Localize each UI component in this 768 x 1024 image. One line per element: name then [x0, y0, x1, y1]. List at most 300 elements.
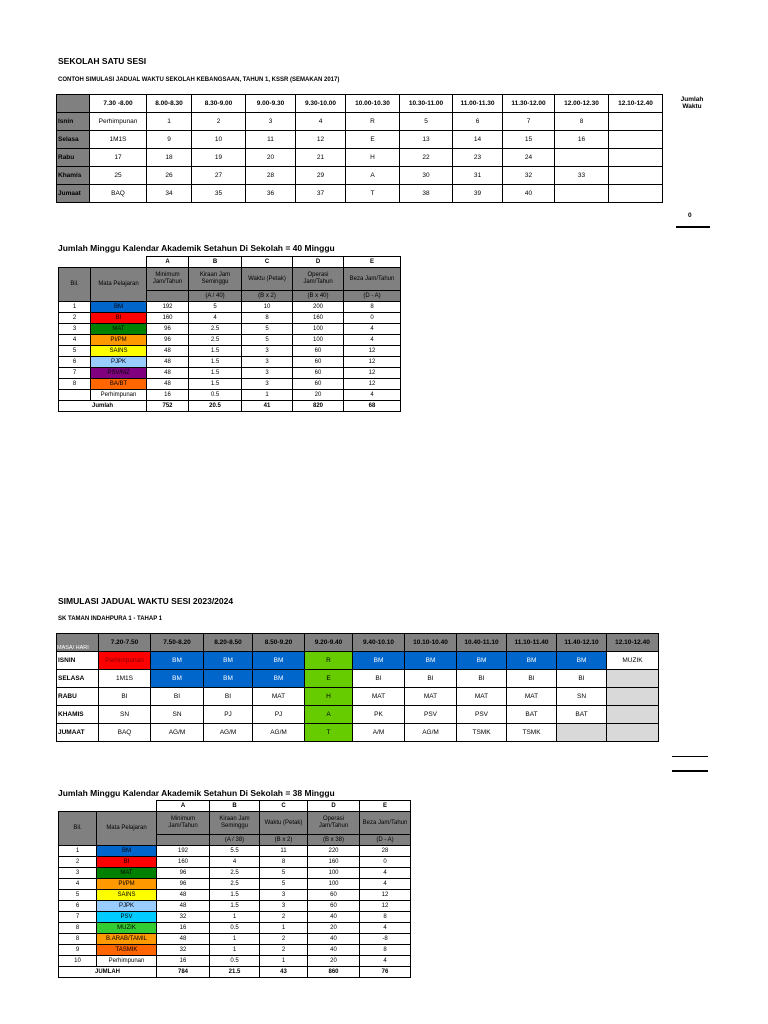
period-cell: 34: [147, 185, 192, 203]
time-header: 9.40-10.10: [353, 634, 405, 652]
section4-title: Jumlah Minggu Kalendar Akademik Setahun Di Sekolah = 38 Minggu: [58, 788, 335, 798]
period-cell: BAT: [557, 706, 607, 724]
total-value: 20.5: [189, 401, 242, 412]
value-cell: 5: [260, 879, 308, 890]
value-cell: 60: [293, 357, 344, 368]
period-cell: [555, 185, 609, 203]
table-row: [59, 857, 411, 868]
table-row: [59, 379, 401, 390]
timetable-2023: [56, 633, 659, 742]
value-cell: 96: [157, 868, 210, 879]
value-cell: 48: [147, 346, 189, 357]
column-header: Mata Pelajaran: [91, 268, 147, 302]
time-header: 10.10-10.40: [405, 634, 457, 652]
value-cell: 60: [308, 901, 360, 912]
value-cell: 3: [242, 346, 293, 357]
value-cell: 4: [344, 335, 401, 346]
value-cell: 16: [157, 956, 210, 967]
rule-1: [672, 756, 708, 757]
section3-subtitle: SK TAMAN INDAHPURA 1 - TAHAP 1: [58, 616, 163, 622]
value-cell: 5: [189, 302, 242, 313]
value-cell: 0.5: [210, 956, 260, 967]
value-cell: 32: [157, 912, 210, 923]
table-row: [59, 912, 411, 923]
period-cell: 24: [503, 149, 555, 167]
table-row: [59, 934, 411, 945]
day-label: Jumaat: [57, 185, 90, 203]
value-cell: 5: [260, 868, 308, 879]
table-row: [59, 302, 401, 313]
day-label: ISNIN: [57, 652, 99, 670]
section2-title: Jumlah Minggu Kalendar Akademik Setahun Di Sekolah = 40 Minggu: [58, 243, 335, 253]
value-cell: 48: [147, 379, 189, 390]
value-cell: 48: [157, 890, 210, 901]
period-cell: 18: [147, 149, 192, 167]
period-cell: 23: [453, 149, 503, 167]
table-row: [57, 131, 663, 149]
blank-cell: [97, 801, 157, 812]
subject-cell: Perhimpunan: [91, 390, 147, 401]
period-cell: T: [346, 185, 400, 203]
value-cell: 1.5: [210, 890, 260, 901]
value-cell: 1: [210, 912, 260, 923]
value-cell: 5: [242, 335, 293, 346]
period-cell: BM: [457, 652, 507, 670]
value-cell: 3: [260, 901, 308, 912]
period-cell: BI: [405, 670, 457, 688]
period-cell: 1M1S: [99, 670, 151, 688]
value-cell: 12: [360, 890, 411, 901]
period-cell: [555, 149, 609, 167]
value-cell: 2: [260, 945, 308, 956]
value-cell: 200: [293, 302, 344, 313]
table-row: [57, 724, 659, 742]
period-cell: A/M: [353, 724, 405, 742]
column-header: Mata Pelajaran: [97, 812, 157, 846]
day-label: KHAMIS: [57, 706, 99, 724]
subject-cell: PI/PM: [91, 335, 147, 346]
period-cell: [609, 167, 663, 185]
table-row: [59, 324, 401, 335]
period-cell: 8: [555, 113, 609, 131]
total-label: Jumlah: [59, 401, 147, 412]
row-number: 10: [59, 956, 97, 967]
row-number: 2: [59, 313, 91, 324]
table-row: [57, 185, 663, 203]
period-cell: A: [305, 706, 353, 724]
subject-cell: TASMIK: [97, 945, 157, 956]
day-label: Selasa: [57, 131, 90, 149]
subject-cell: BI: [91, 313, 147, 324]
subject-cell: PSV/MZ: [91, 368, 147, 379]
table-row: [59, 390, 401, 401]
period-cell: [607, 688, 659, 706]
table-row: [59, 346, 401, 357]
period-cell: 40: [503, 185, 555, 203]
period-cell: 35: [192, 185, 246, 203]
period-cell: BI: [557, 670, 607, 688]
column-letter: B: [189, 257, 242, 268]
period-cell: 3: [246, 113, 296, 131]
value-cell: 4: [360, 956, 411, 967]
table-row: [59, 357, 401, 368]
time-header: 9.30-10.00: [296, 95, 346, 113]
period-cell: BM: [204, 670, 253, 688]
value-cell: 160: [293, 313, 344, 324]
column-header: Beza Jam/Tahun: [344, 268, 401, 291]
row-number: 8: [59, 379, 91, 390]
corner-cell: [57, 95, 90, 113]
period-cell: 12: [296, 131, 346, 149]
time-header: 12.10-12.40: [609, 95, 663, 113]
value-cell: 40: [308, 945, 360, 956]
period-cell: 27: [192, 167, 246, 185]
value-cell: 4: [360, 879, 411, 890]
period-cell: MAT: [457, 688, 507, 706]
value-cell: 192: [147, 302, 189, 313]
period-cell: AG/M: [204, 724, 253, 742]
table-row: [59, 335, 401, 346]
letter-row: [59, 257, 401, 268]
value-cell: 2.5: [189, 335, 242, 346]
period-cell: BM: [507, 652, 557, 670]
table-row: [59, 368, 401, 379]
value-cell: 20: [308, 956, 360, 967]
period-cell: 5: [400, 113, 453, 131]
value-cell: 12: [344, 357, 401, 368]
column-header: Waktu (Petak): [242, 268, 293, 291]
table-row: [59, 868, 411, 879]
subject-cell: Perhimpunan: [97, 956, 157, 967]
total-value: 784: [157, 967, 210, 978]
time-header: 8.50-9.20: [253, 634, 305, 652]
time-header: 11.30-12.00: [503, 95, 555, 113]
subject-cell: PI/PM: [97, 879, 157, 890]
period-cell: AG/M: [151, 724, 204, 742]
blank-cell: [91, 257, 147, 268]
day-label: Rabu: [57, 149, 90, 167]
table-row: [57, 706, 659, 724]
period-cell: 19: [192, 149, 246, 167]
table-row: [57, 652, 659, 670]
period-cell: 22: [400, 149, 453, 167]
value-cell: 5.5: [210, 846, 260, 857]
period-cell: TSMK: [507, 724, 557, 742]
column-header: Kiraan Jam Seminggu: [210, 812, 260, 835]
subject-cell: MAT: [97, 868, 157, 879]
period-cell: 21: [296, 149, 346, 167]
row-number: 7: [59, 912, 97, 923]
row-number: 3: [59, 324, 91, 335]
table-row: [59, 901, 411, 912]
value-cell: -8: [360, 934, 411, 945]
period-cell: 15: [503, 131, 555, 149]
table-row: [59, 890, 411, 901]
period-cell: BAQ: [90, 185, 147, 203]
value-cell: 16: [157, 923, 210, 934]
value-cell: 4: [189, 313, 242, 324]
period-cell: 33: [555, 167, 609, 185]
day-label: SELASA: [57, 670, 99, 688]
value-cell: 96: [157, 879, 210, 890]
total-row: [59, 967, 411, 978]
period-cell: 37: [296, 185, 346, 203]
value-cell: 48: [157, 934, 210, 945]
time-header: 10.30-11.00: [400, 95, 453, 113]
table-row: [57, 113, 663, 131]
value-cell: 1: [242, 390, 293, 401]
total-row: [59, 401, 401, 412]
total-underline: [676, 226, 710, 228]
period-cell: 4: [296, 113, 346, 131]
period-cell: [609, 149, 663, 167]
header-row: [59, 268, 401, 291]
period-cell: PK: [353, 706, 405, 724]
value-cell: 2.5: [189, 324, 242, 335]
subject-cell: BM: [91, 302, 147, 313]
period-cell: BM: [253, 670, 305, 688]
value-cell: 160: [308, 857, 360, 868]
column-subheader: (B x 2): [260, 835, 308, 846]
period-cell: SN: [99, 706, 151, 724]
column-subheader: (B x 2): [242, 291, 293, 302]
value-cell: 11: [260, 846, 308, 857]
day-label: Khamis: [57, 167, 90, 185]
total-value: 68: [344, 401, 401, 412]
period-cell: 26: [147, 167, 192, 185]
value-cell: 1: [210, 934, 260, 945]
value-cell: 0: [360, 857, 411, 868]
table-row: [59, 956, 411, 967]
time-header: 10.40-11.10: [457, 634, 507, 652]
value-cell: 100: [293, 335, 344, 346]
subject-table-38: [58, 800, 411, 978]
value-cell: 1: [260, 923, 308, 934]
period-cell: BI: [151, 688, 204, 706]
period-cell: 31: [453, 167, 503, 185]
value-cell: 96: [147, 335, 189, 346]
blank-cell: [59, 257, 91, 268]
subject-cell: BA/BT: [91, 379, 147, 390]
total-label: JUMLAH: [59, 967, 157, 978]
period-cell: 14: [453, 131, 503, 149]
time-header: 8.20-8.50: [204, 634, 253, 652]
period-cell: 6: [453, 113, 503, 131]
subject-cell: BI: [97, 857, 157, 868]
value-cell: 96: [147, 324, 189, 335]
value-cell: 40: [308, 934, 360, 945]
time-header: 11.40-12.10: [557, 634, 607, 652]
subheader-blank: [147, 291, 189, 302]
period-cell: 13: [400, 131, 453, 149]
column-header: Minimum Jam/Tahun: [147, 268, 189, 291]
row-number: 8: [59, 923, 97, 934]
period-cell: MAT: [353, 688, 405, 706]
period-cell: 7: [503, 113, 555, 131]
period-cell: BM: [151, 670, 204, 688]
value-cell: 40: [308, 912, 360, 923]
value-cell: 4: [360, 923, 411, 934]
period-cell: 39: [453, 185, 503, 203]
column-letter: A: [157, 801, 210, 812]
column-header: Waktu (Petak): [260, 812, 308, 835]
value-cell: 8: [242, 313, 293, 324]
period-cell: 1M1S: [90, 131, 147, 149]
corner-cell: MASA/ HARI: [57, 634, 99, 652]
column-subheader: (B x 40): [293, 291, 344, 302]
subject-cell: SAINS: [97, 890, 157, 901]
day-label: RABU: [57, 688, 99, 706]
value-cell: 10: [242, 302, 293, 313]
value-cell: 8: [344, 302, 401, 313]
period-cell: Perhimpunan: [99, 652, 151, 670]
column-header: Operasi Jam/Tahun: [293, 268, 344, 291]
table-row: [57, 167, 663, 185]
table-row: [59, 923, 411, 934]
period-cell: BM: [405, 652, 457, 670]
period-cell: AG/M: [405, 724, 457, 742]
period-cell: [557, 724, 607, 742]
value-cell: 8: [260, 857, 308, 868]
value-cell: 100: [308, 868, 360, 879]
jumlah-waktu-value: 0: [688, 212, 692, 219]
value-cell: 20: [293, 390, 344, 401]
value-cell: 1.5: [210, 901, 260, 912]
table-row: [59, 945, 411, 956]
period-cell: Perhimpunan: [90, 113, 147, 131]
section3-title: SIMULASI JADUAL WAKTU SESI 2023/2024: [58, 596, 234, 606]
time-header: 12.00-12.30: [555, 95, 609, 113]
time-header: 9.20-9.40: [305, 634, 353, 652]
row-number: 2: [59, 857, 97, 868]
time-header: 7.30 -8.00: [90, 95, 147, 113]
period-cell: BI: [99, 688, 151, 706]
total-value: 752: [147, 401, 189, 412]
period-cell: [609, 131, 663, 149]
total-value: 21.5: [210, 967, 260, 978]
day-label: JUMAAT: [57, 724, 99, 742]
jumlah-waktu-label: Jumlah Waktu: [680, 96, 704, 111]
period-cell: BM: [557, 652, 607, 670]
row-number: 4: [59, 879, 97, 890]
value-cell: 60: [308, 890, 360, 901]
value-cell: 16: [147, 390, 189, 401]
period-cell: BI: [353, 670, 405, 688]
period-cell: PSV: [405, 706, 457, 724]
period-cell: [607, 670, 659, 688]
period-cell: BI: [457, 670, 507, 688]
period-cell: R: [346, 113, 400, 131]
period-cell: 28: [246, 167, 296, 185]
column-letter: D: [308, 801, 360, 812]
period-cell: 29: [296, 167, 346, 185]
period-cell: H: [346, 149, 400, 167]
period-cell: BM: [253, 652, 305, 670]
time-header: 7.20-7.50: [99, 634, 151, 652]
period-cell: 16: [555, 131, 609, 149]
period-cell: PJ: [204, 706, 253, 724]
period-cell: PSV: [457, 706, 507, 724]
period-cell: BI: [204, 688, 253, 706]
time-header: 9.00-9.30: [246, 95, 296, 113]
value-cell: 1: [260, 956, 308, 967]
column-header: Minimum Jam/Tahun: [157, 812, 210, 835]
rule-2: [672, 770, 708, 772]
period-cell: 36: [246, 185, 296, 203]
row-number: 6: [59, 357, 91, 368]
value-cell: 5: [242, 324, 293, 335]
period-cell: SN: [151, 706, 204, 724]
row-number: 4: [59, 335, 91, 346]
period-cell: 17: [90, 149, 147, 167]
period-cell: 2: [192, 113, 246, 131]
time-header: 12.10-12.40: [607, 634, 659, 652]
total-value: 41: [242, 401, 293, 412]
subject-cell: B.ARAB/TAMIL: [97, 934, 157, 945]
column-subheader: (B x 38): [308, 835, 360, 846]
table-row: [59, 846, 411, 857]
value-cell: 20: [308, 923, 360, 934]
value-cell: 1.5: [189, 368, 242, 379]
value-cell: 4: [210, 857, 260, 868]
subject-cell: PJPK: [91, 357, 147, 368]
value-cell: 3: [242, 379, 293, 390]
period-cell: [609, 113, 663, 131]
period-cell: 11: [246, 131, 296, 149]
period-cell: SN: [557, 688, 607, 706]
value-cell: 0: [344, 313, 401, 324]
value-cell: 1.5: [189, 357, 242, 368]
period-cell: BAT: [507, 706, 557, 724]
row-number: 1: [59, 846, 97, 857]
value-cell: 1.5: [189, 346, 242, 357]
total-value: 860: [308, 967, 360, 978]
letter-row: [59, 801, 411, 812]
time-header: 11.00-11.30: [453, 95, 503, 113]
period-cell: BI: [507, 670, 557, 688]
column-letter: C: [242, 257, 293, 268]
column-letter: D: [293, 257, 344, 268]
time-header: 8.30-9.00: [192, 95, 246, 113]
value-cell: 2: [260, 912, 308, 923]
period-cell: BM: [204, 652, 253, 670]
row-number: 1: [59, 302, 91, 313]
period-cell: MAT: [253, 688, 305, 706]
value-cell: 100: [293, 324, 344, 335]
value-cell: 28: [360, 846, 411, 857]
value-cell: 1.5: [189, 379, 242, 390]
column-letter: C: [260, 801, 308, 812]
column-header: Operasi Jam/Tahun: [308, 812, 360, 835]
period-cell: R: [305, 652, 353, 670]
time-header: 11.10-11.40: [507, 634, 557, 652]
value-cell: 48: [157, 901, 210, 912]
subject-cell: BM: [97, 846, 157, 857]
value-cell: 3: [242, 368, 293, 379]
column-letter: B: [210, 801, 260, 812]
time-header: 7.50-8.20: [151, 634, 204, 652]
value-cell: 2.5: [210, 868, 260, 879]
section1-title: SEKOLAH SATU SESI: [58, 56, 147, 66]
value-cell: 8: [360, 912, 411, 923]
period-cell: 9: [147, 131, 192, 149]
value-cell: 60: [293, 346, 344, 357]
value-cell: 4: [344, 390, 401, 401]
day-label: Isnin: [57, 113, 90, 131]
value-cell: 160: [147, 313, 189, 324]
column-subheader: (D - A): [360, 835, 411, 846]
period-cell: BM: [353, 652, 405, 670]
